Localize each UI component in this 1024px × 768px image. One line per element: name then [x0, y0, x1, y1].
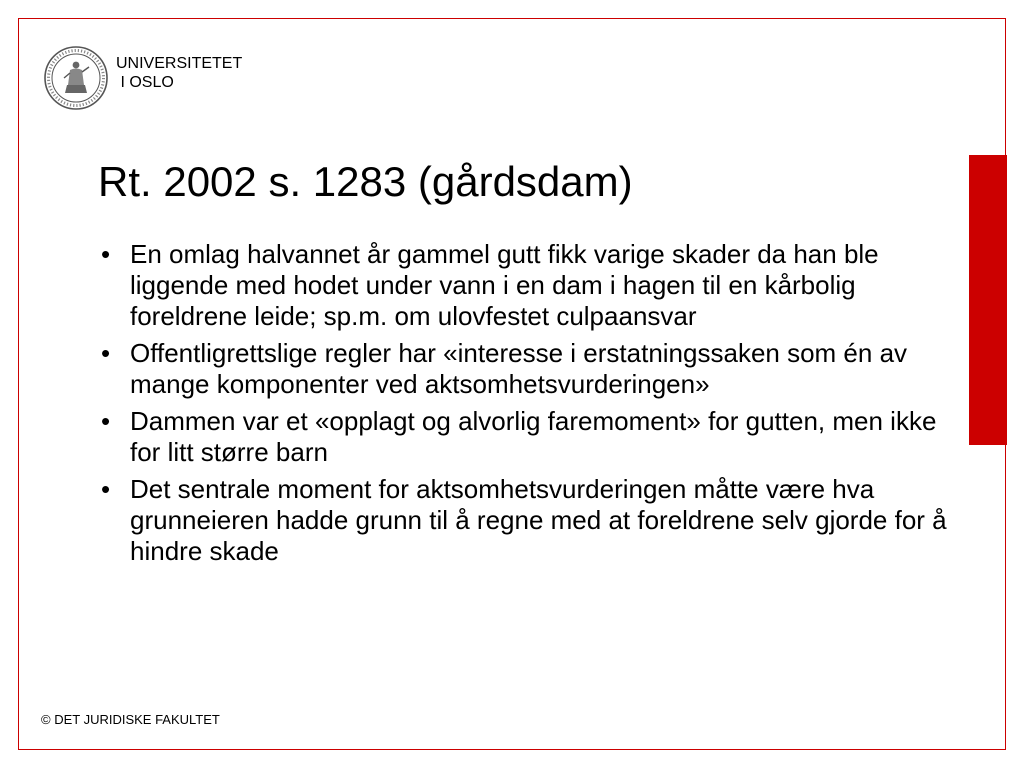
university-name-line2: I OSLO — [116, 74, 174, 91]
university-name-line1: UNIVERSITETET — [116, 55, 243, 72]
bullet-item: • Dammen var et «opplagt og alvorlig faremoment» for gutten, men ikke for litt større barn — [99, 406, 949, 468]
bullet-item: • Offentligrettslige regler har «interesse i erstatningssaken som én av mange komponenter ved aktsomhetsvurderingen» — [99, 338, 949, 400]
slide-title: Rt. 2002 s. 1283 (gårdsdam) — [98, 158, 633, 205]
footer-copyright: © DET JURIDISKE FAKULTET — [41, 712, 220, 727]
bullet-item: • En omlag halvannet år gammel gutt fikk varige skader da han ble liggende med hodet under vann i en dam i hagen til en kårbolig foreldrene leide; sp.m. om ulovfestet culpaansvar — [99, 239, 949, 332]
accent-bar — [969, 155, 1007, 445]
university-name — [116, 54, 242, 92]
bullet-item: • Det sentrale moment for aktsomhetsvurderingen måtte være hva grunneieren hadde grunn til å regne med at foreldrene selv gjorde for å hindre skade — [99, 474, 949, 567]
slide — [18, 18, 1006, 750]
university-seal-icon — [43, 45, 109, 111]
bullet-list — [99, 239, 949, 573]
